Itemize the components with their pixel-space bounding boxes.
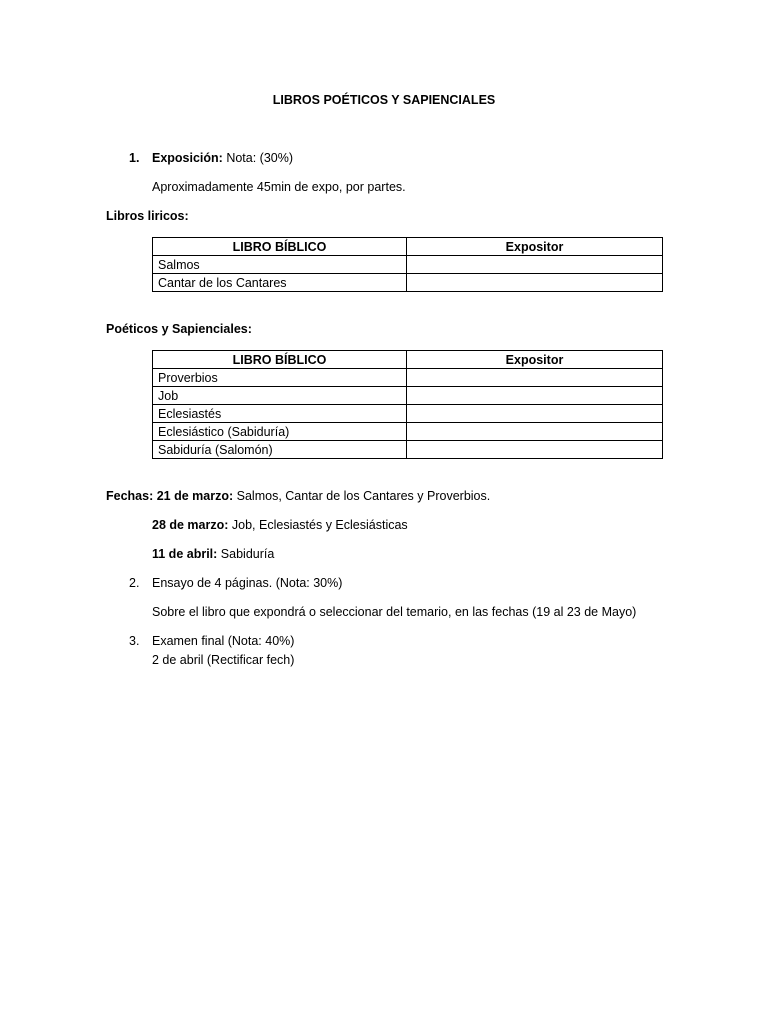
cell-libro: Proverbios [153,369,407,387]
table-row [153,441,663,459]
cell-libro: Sabiduría (Salomón) [153,441,407,459]
section-poeticos-heading: Poéticos y Sapienciales: [106,322,252,336]
cell-expositor [407,256,663,274]
column-header-expositor: Expositor [407,238,663,256]
column-header-expositor: Expositor [407,351,663,369]
item2-description: Sobre el libro que expondrá o seleccionar del temario, en las fechas (19 al 23 de Mayo) [152,605,637,619]
table-poeticos [152,350,663,459]
item3-number: 3. [129,634,140,648]
fechas-label: Fechas: [106,489,154,503]
item1-text: Nota: (30%) [226,151,294,165]
fecha-text: Sabiduría [220,547,275,561]
item2-number: 2. [129,576,140,590]
section-liricos-heading: Libros liricos: [106,209,189,223]
table-row [153,405,663,423]
fechas-line-1 [106,488,490,504]
cell-libro: Salmos [153,256,407,274]
document-title: LIBROS POÉTICOS Y SAPIENCIALES [272,93,496,107]
item2-text: Ensayo de 4 páginas. (Nota: 30%) [152,576,343,590]
fecha-date: 11 de abril: [152,547,218,561]
cell-expositor [407,423,663,441]
fecha-text: Job, Eclesiastés y Eclesiásticas [231,518,408,532]
cell-libro: Job [153,387,407,405]
cell-expositor [407,441,663,459]
cell-expositor [407,405,663,423]
cell-libro: Eclesiástico (Sabiduría) [153,423,407,441]
table-row [153,387,663,405]
table-liricos [152,237,663,292]
table-header-row [153,351,663,369]
table-row [153,256,663,274]
item3-text: Examen final (Nota: 40%) [152,634,295,648]
item1-description: Aproximadamente 45min de expo, por partes. [152,180,406,194]
table-row [153,423,663,441]
item1-number: 1. [129,151,140,165]
fechas-line-2 [152,517,408,533]
fecha-date: 21 de marzo: [156,489,234,503]
fecha-text: Salmos, Cantar de los Cantares y Proverbios. [236,489,491,503]
table-row [153,369,663,387]
fecha-date: 28 de marzo: [152,518,229,532]
cell-expositor [407,369,663,387]
cell-libro: Cantar de los Cantares [153,274,407,292]
table-row [153,274,663,292]
table-header-row [153,238,663,256]
cell-libro: Eclesiastés [153,405,407,423]
item1-label: Exposición: [152,151,223,165]
item3-description: 2 de abril (Rectificar fech) [152,653,295,667]
item1-line [152,150,293,166]
cell-expositor [407,387,663,405]
fechas-line-3 [152,546,274,562]
cell-expositor [407,274,663,292]
column-header-libro: LIBRO BÍBLICO [153,238,407,256]
column-header-libro: LIBRO BÍBLICO [153,351,407,369]
